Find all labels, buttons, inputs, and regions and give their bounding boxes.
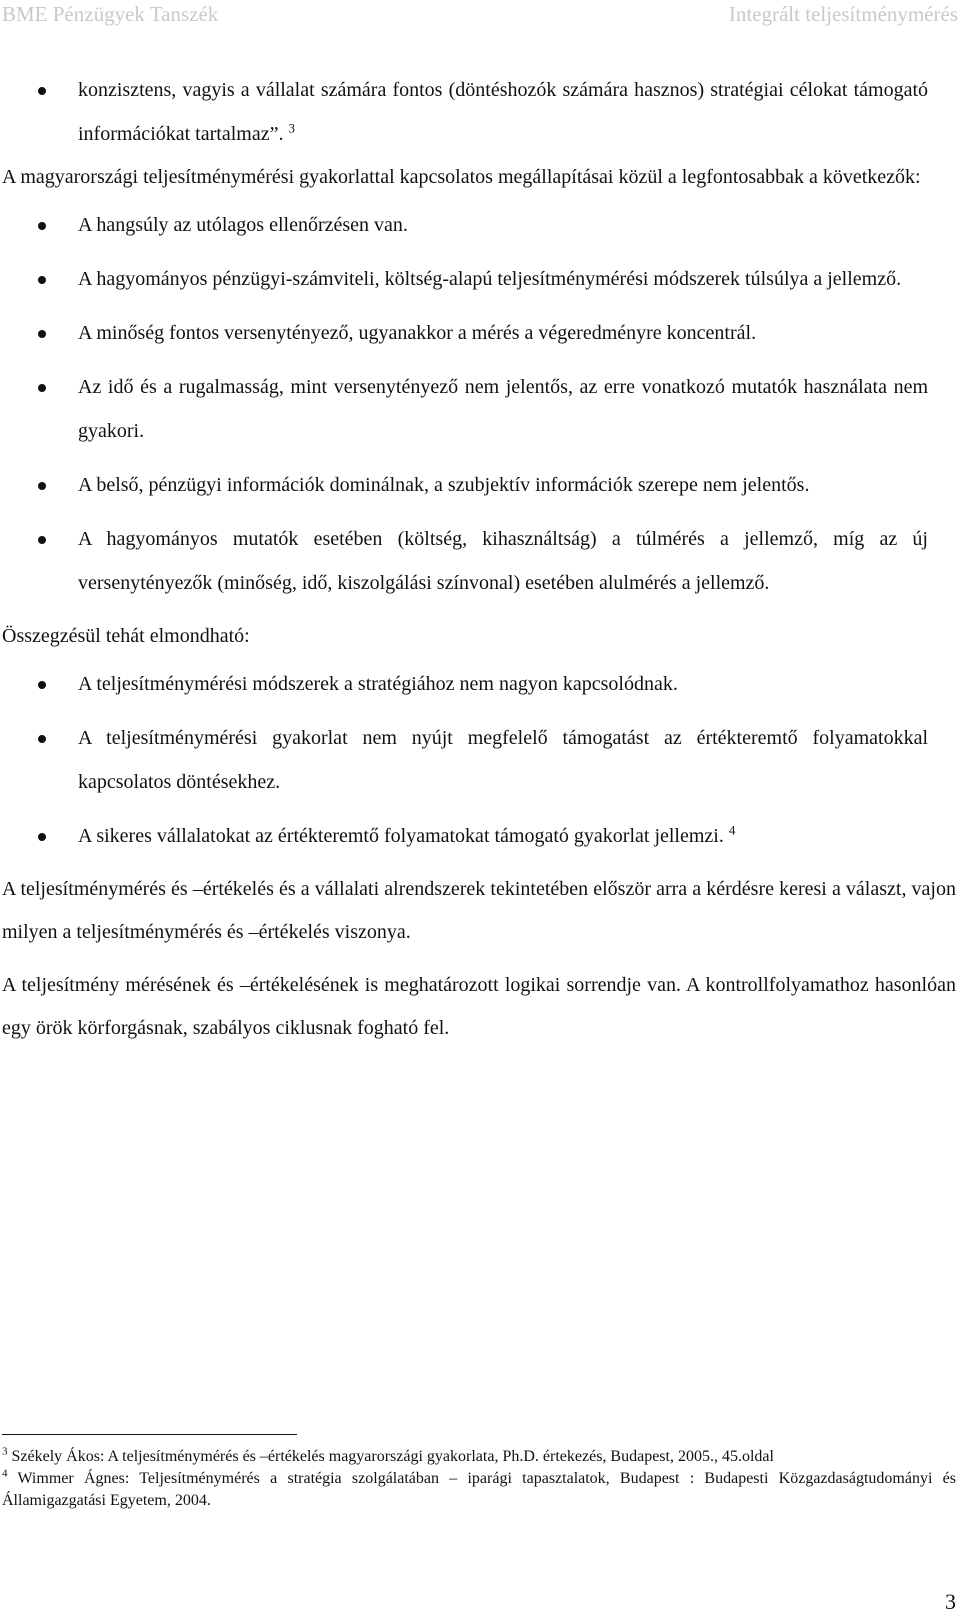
header-left: BME Pénzügyek Tanszék [2,2,219,26]
list-item-text: A hagyományos pénzügyi-számviteli, költség-alapú teljesítménymérési módszerek túlsúlya a jellemző. [78,268,902,290]
list-item [2,662,958,706]
list-item-text: A hagyományos mutatók esetében (költség, kihasználtság) a túlmérés a jellemző, míg az új versenytényezők (minőség, idő, kiszolgálási színvonal) esetében alulmérés a jellemző. [78,528,928,594]
page-header [0,0,960,34]
footnote [2,1446,956,1468]
list-item-text: A hangsúly az utólagos ellenőrzésen van. [78,214,408,236]
list-item-text: konzisztens, vagyis a vállalat számára fontos (döntéshozók számára hasznos) stratégiai célokat támogató információkat tartalmaz”. [78,79,928,145]
bullet-icon [38,536,46,544]
paragraph: A magyarországi teljesítménymérési gyakorlattal kapcsolatos megállapításai közül a legfontosabbak a következők: [2,166,921,188]
paragraph: A teljesítmény mérésének és –értékelésének is meghatározott logikai sorrendje van. A kontrollfolyamathoz hasonlóan egy örök körforgásnak, szabályos ciklusnak fogható fel. [2,974,956,1039]
bullet-list-summary [2,662,958,858]
list-item [2,203,958,247]
bullet-icon [38,87,46,95]
list-item-text: A teljesítménymérési gyakorlat nem nyújt megfelelő támogatást az értékteremtő folyamatokkal kapcsolatos döntésekhez. [78,727,928,793]
bullet-list-findings [2,203,958,605]
page-body [2,68,958,1060]
bullet-icon [38,276,46,284]
list-item [2,814,958,858]
footnote [2,1468,956,1512]
list-item-text: Az idő és a rugalmasság, mint versenytényező nem jelentős, az erre vonatkozó mutatók használata nem gyakori. [78,376,928,442]
footnote-ref: 3 [288,120,295,136]
paragraph: Összegzésül tehát elmondható: [2,625,250,647]
bullet-icon [38,222,46,230]
list-item-text: A minőség fontos versenytényező, ugyanakkor a mérés a végeredményre koncentrál. [78,322,757,344]
list-item [2,517,958,605]
page-number: 3 [945,1589,956,1614]
list-item [2,257,958,301]
footnote-separator [2,1434,297,1435]
footnote-text: Székely Ákos: A teljesítménymérés és –értékelés magyarországi gyakorlata, Ph.D. értekezés, Budapest, 2005., 45.oldal [11,1448,774,1465]
paragraph: A teljesítménymérés és –értékelés és a vállalati alrendszerek tekintetében először arra a kérdésre keresi a választ, vajon milyen a teljesítménymérés és –értékelés viszonya. [2,878,956,943]
bullet-icon [38,384,46,392]
list-item-text: A teljesítménymérési módszerek a stratégiához nem nagyon kapcsolódnak. [78,673,678,695]
footnote-text: Wimmer Ágnes: Teljesítménymérés a stratégia szolgálatában – iparági tapasztalatok, Budapest : Budapesti Közgazdaságtudományi és Államigazgatási Egyetem, 2004. [2,1470,956,1509]
bullet-icon [38,735,46,743]
footnote-ref: 4 [728,822,736,838]
header-right: Integrált teljesítménymérés [728,2,958,26]
bullet-icon [38,833,46,841]
bullet-icon [38,681,46,689]
footnote-number: 4 [2,1467,8,1480]
list-item [2,463,958,507]
list-item [2,68,958,156]
bullet-icon [38,482,46,490]
list-item [2,716,958,804]
list-item [2,311,958,355]
footnote-number: 3 [2,1445,8,1458]
list-item [2,365,958,453]
footnotes [2,1446,956,1512]
list-item-text: A sikeres vállalatokat az értékteremtő folyamatokat támogató gyakorlat jellemzi. [78,825,724,847]
bullet-icon [38,330,46,338]
bullet-list-top [2,68,958,156]
list-item-text: A belső, pénzügyi információk dominálnak, a szubjektív információk szerepe nem jelentős. [78,474,810,496]
